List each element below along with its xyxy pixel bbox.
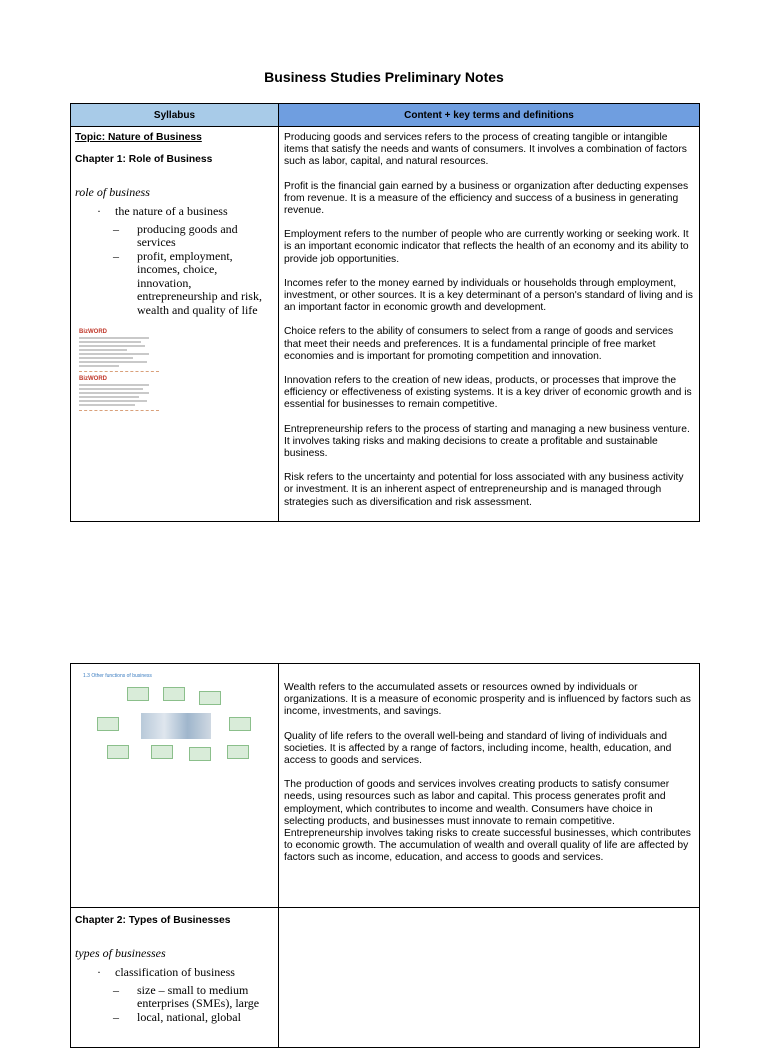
role-subpoints — [113, 223, 274, 318]
syllabus-cell — [71, 127, 279, 522]
paragraph: Innovation refers to the creation of new ideas, products, or processes that improve the efficiency or effectiveness of existing systems. It is a key driver of economic growth and is essential for businesses to remain competitive. — [284, 375, 692, 411]
syllabus-cell-2 — [71, 908, 279, 1048]
functions-diagram — [79, 673, 255, 779]
diagram-cell — [71, 664, 279, 908]
people-photo — [141, 713, 211, 739]
chapter-heading: Chapter 1: Role of Business — [75, 154, 213, 165]
role-point: · the nature of a business — [115, 205, 274, 219]
diagram-caption: 1.3 Other functions of business — [83, 673, 152, 679]
content-cell-2 — [279, 664, 700, 908]
notes-table-1 — [70, 103, 700, 522]
types-point: · classification of business — [115, 966, 274, 980]
paragraph: Choice refers to the ability of consumers to select from a range of goods and services that meet their needs and preferences. It is a fundamental principle of free market economies and is important for promoting competition and innovation. — [284, 326, 674, 362]
types-heading: types of businesses — [75, 946, 166, 960]
paragraph: Entrepreneurship refers to the process of starting and managing a new business venture. It involves taking risks and making decisions to create a profitable and sustainable business. — [284, 423, 690, 460]
types-subpoint: – size – small to medium enterprises (SMEs), large — [113, 984, 274, 1011]
paragraph: Wealth refers to the accumulated assets or resources owned by individuals or organizations. It is a measure of economic prosperity and is influenced by factors such as income, investments, and savings. — [284, 682, 691, 718]
empty-content-cell — [279, 908, 700, 1048]
document-title: Business Studies Preliminary Notes — [264, 69, 504, 85]
notes-table-2 — [70, 663, 700, 1048]
paragraph: Profit is the financial gain earned by a business or organization after deducting expenses from revenue. It is a measure of the efficiency and success of a business in generating revenue. — [284, 180, 689, 217]
content-header: Content + key terms and definitions — [279, 104, 700, 127]
paragraph: Producing goods and services refers to the process of creating tangible or intangible items that satisfy the needs and wants of consumers. It involves a combination of factors such as labor, capital, and natural resources. — [284, 132, 687, 168]
paragraph: Employment refers to the number of people who are currently working or seeking work. It is an important economic indicator that reflects the health of an economy and its ability to provide job opportunities. — [284, 229, 689, 265]
syllabus-header: Syllabus — [71, 104, 279, 127]
paragraph: Risk refers to the uncertainty and potential for loss associated with any business activity or investment. It is an inherent aspect of entrepreneurship and is managed through strategies such as diversification and risk assessment. — [284, 472, 684, 508]
buzzword-label-2: BizWORD — [79, 376, 107, 382]
content-cell — [279, 127, 700, 522]
role-subpoint: – profit, employment, incomes, choice, innovation, entrepreneurship and risk, wealth and quality of life — [113, 250, 274, 318]
topic-heading: Topic: Nature of Business — [75, 132, 202, 143]
paragraph: The production of goods and services involves creating products to satisfy consumer needs, using resources such as labor and capital. This process generates profit and employment, which contributes to income and wealth. Consumers have choice in selecting products, and businesses must innovate to remain competitive. Entrepreneurship involves taking risks to create successful businesses, which contributes to economic growth. The accumulation of wealth and overall quality of life are affected by factors such as income, education, and access to goods and services. — [284, 779, 691, 864]
buzzword-label: BizWORD — [79, 329, 107, 335]
paragraph: Incomes refer to the money earned by individuals or households through employment, investment, or other sources. It is a key determinant of a person's standard of living and is an important factor in economic growth and development. — [284, 277, 693, 314]
types-subpoints — [113, 984, 274, 1025]
role-subpoint: – producing goods and services — [113, 223, 274, 250]
paragraph: Quality of life refers to the overall well-being and standard of living of individuals and societies. It is affected by a range of factors, including income, health, education, and access to goods and services. — [284, 730, 672, 767]
buzzword-box — [79, 329, 159, 411]
types-subpoint: – local, national, global — [113, 1011, 274, 1025]
chapter-heading: Chapter 2: Types of Businesses — [75, 915, 231, 926]
role-heading: role of business — [75, 185, 150, 199]
